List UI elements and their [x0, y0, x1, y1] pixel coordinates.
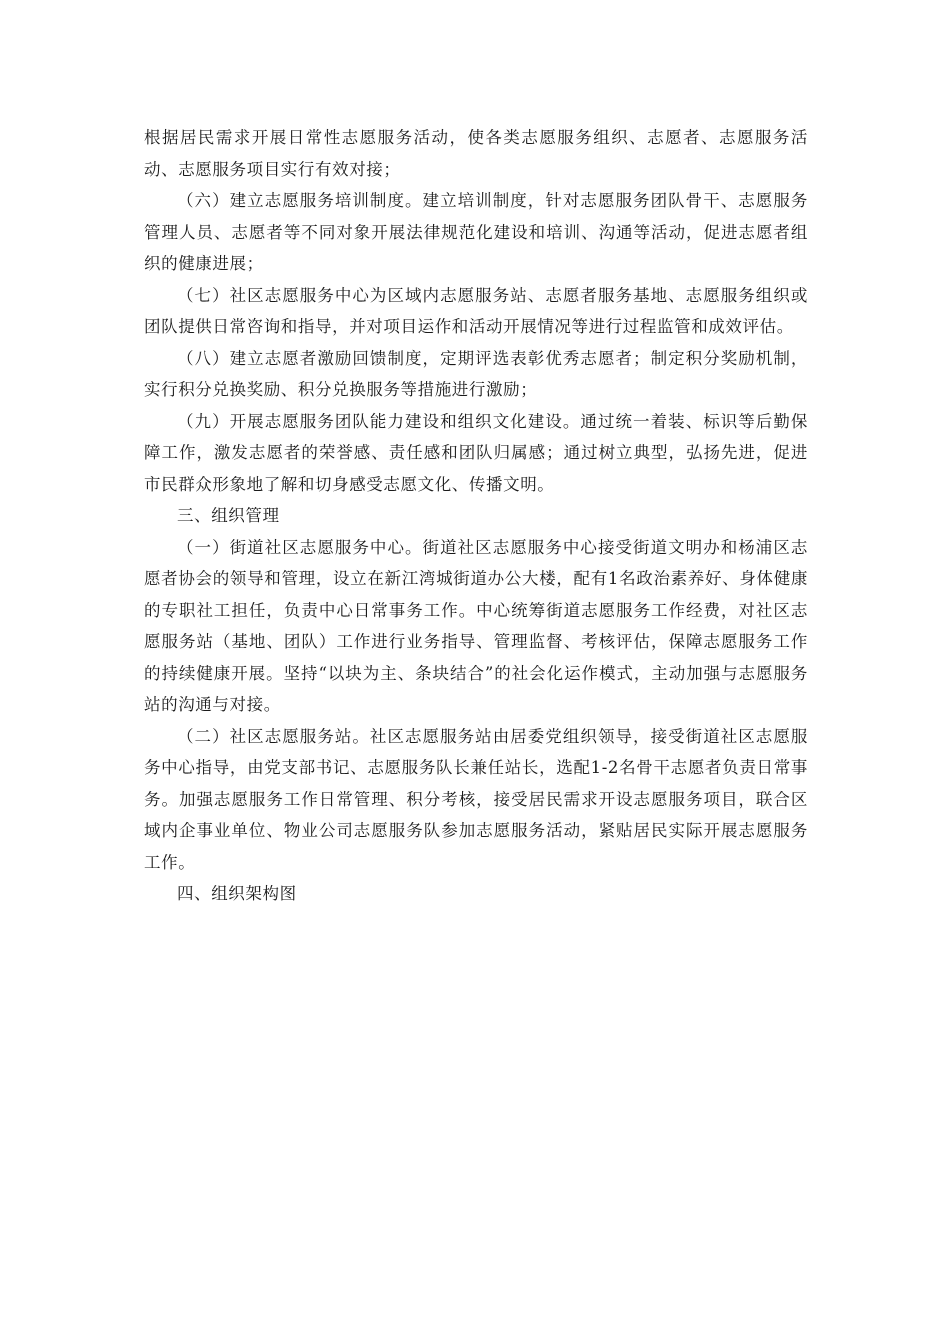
paragraph-item-2-service-station: （二）社区志愿服务站。社区志愿服务站由居委党组织领导，接受街道社区志愿服务中心指导，由党支部书记、志愿服务队长兼任站长，选配1-2名骨干志愿者负责日常事务。加强志愿服务工作日常管理、积分考核，接受居民需求开设志愿服务项目，联合区域内企事业单位、物业公司志愿服务队参加志愿服务活动，紧贴居民实际开展志愿服务工作。	[144, 726, 808, 872]
paragraph-item-1-service-center: （一）街道社区志愿服务中心。街道社区志愿服务中心接受街道文明办和杨浦区志愿者协会的领导和管理，设立在新江湾城街道办公大楼，配有1名政治素养好、身体健康的专职社工担任，负责中心日常事务工作。中心统筹街道志愿服务工作经费，对社区志愿服务站（基地、团队）工作进行业务指导、管理监督、考核评估，保障志愿服务工作的持续健康开展。坚持“以块为主、条块结合”的社会化运作模式，主动加强与志愿服务站的沟通与对接。	[144, 537, 808, 714]
paragraph-item-8-incentive: （八）建立志愿者激励回馈制度，定期评选表彰优秀志愿者；制定积分奖励机制，实行积分兑换奖励、积分兑换服务等措施进行激励；	[144, 348, 808, 399]
section-heading-organization-management: 三、组织管理	[177, 506, 280, 525]
paragraph-item-7-guidance: （七）社区志愿服务中心为区域内志愿服务站、志愿者服务基地、志愿服务组织或团队提供日常咨询和指导，并对项目运作和活动开展情况等进行过程监管和成效评估。	[144, 285, 808, 336]
document-body	[144, 122, 808, 910]
paragraph-item-9-culture: （九）开展志愿服务团队能力建设和组织文化建设。通过统一着装、标识等后勤保障工作，激发志愿者的荣誉感、责任感和团队归属感；通过树立典型，弘扬先进，促进市民群众形象地了解和切身感受志愿文化、传播文明。	[144, 411, 808, 494]
section-heading-org-chart: 四、组织架构图	[177, 884, 297, 903]
paragraph-item-6-training: （六）建立志愿服务培训制度。建立培训制度，针对志愿服务团队骨干、志愿服务管理人员、志愿者等不同对象开展法律规范化建设和培训、沟通等活动，促进志愿者组织的健康进展；	[144, 191, 808, 273]
paragraph-continuation: 根据居民需求开展日常性志愿服务活动，使各类志愿服务组织、志愿者、志愿服务活动、志愿服务项目实行有效对接；	[144, 128, 808, 179]
